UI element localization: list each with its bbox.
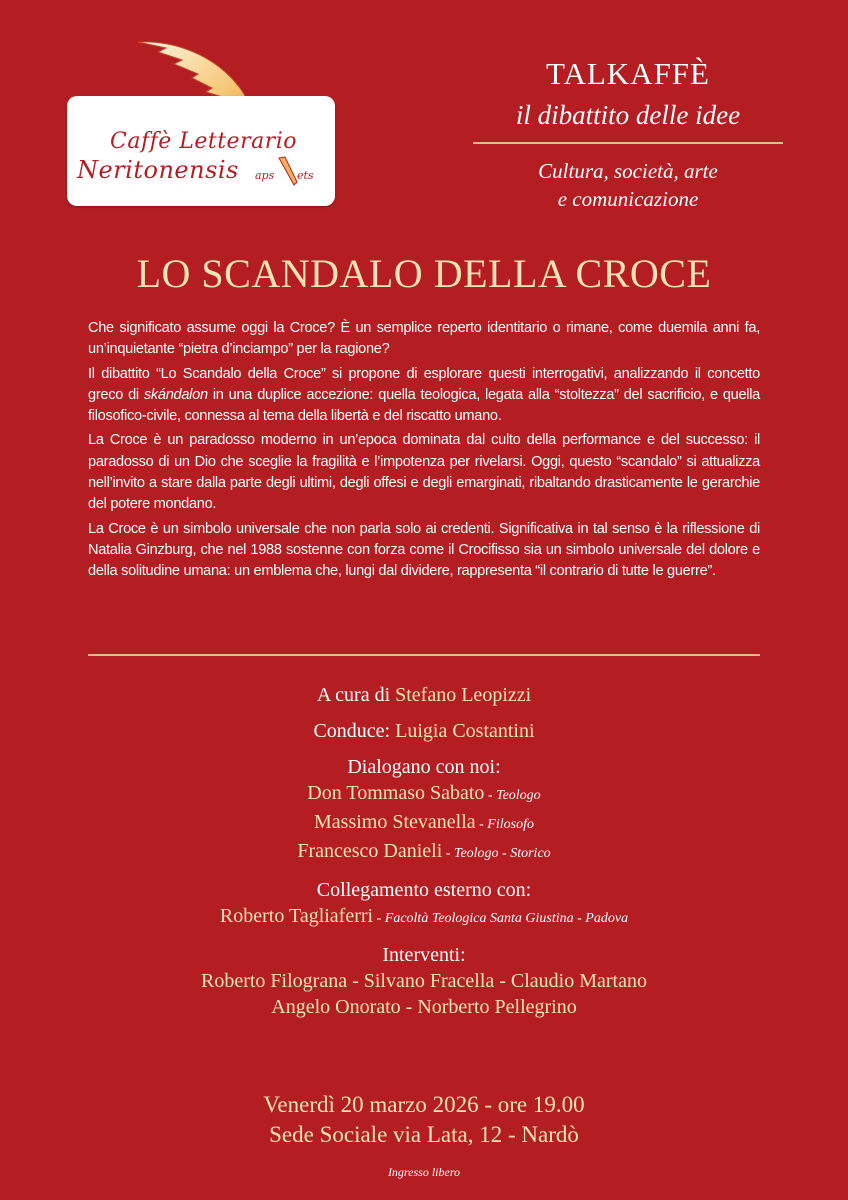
series-tagline xyxy=(470,157,786,213)
curator-line xyxy=(0,682,848,708)
tagline-line2: e comunicazione xyxy=(557,187,699,211)
event-datetime: Venerdì 20 marzo 2026 - ore 19.00 xyxy=(263,1092,585,1117)
curator-label: A cura di xyxy=(316,684,396,706)
curator-name: Stefano Leopizzi xyxy=(395,684,532,706)
speaker-name: Francesco Danieli xyxy=(297,840,443,862)
interventions-line-2: Angelo Onorato - Norberto Pellegrino xyxy=(271,996,577,1018)
header-divider xyxy=(473,142,783,144)
host-name: Luigia Costantini xyxy=(395,720,535,742)
logo-text-line1: Caffè Letterario xyxy=(110,129,298,154)
logo-aps: aps xyxy=(255,169,275,182)
mini-quill-icon xyxy=(277,156,299,186)
credits xyxy=(0,682,848,1020)
host-label: Conduce: xyxy=(313,720,396,742)
tagline-line1: Cultura, società, arte xyxy=(538,159,718,183)
interventions-heading: Interventi: xyxy=(382,944,466,966)
description-paragraph-2 xyxy=(88,364,760,428)
event-title: LO SCANDALO DELLA CROCE xyxy=(136,251,712,296)
description-paragraph-3: La Croce è un paradosso moderno in un’epoca dominata dal culto della performance e del successo: il paradosso di un Dio che sceglie la fragilità e l’impotenza per rivelarsi. Oggi, questo “scandalo” si attualizza nell’invito a stare dalla parte degli ultimi, degli offesi e degli emarginati, ribaltando drasticamente le gerarchie del potere mondano. xyxy=(88,432,760,513)
event-description xyxy=(88,318,760,586)
event-info xyxy=(0,1090,848,1150)
interventions-line-1: Roberto Filograna - Silvano Fracella - Claudio Martano xyxy=(200,970,647,992)
p2-text-end: in una duplice accezione: quella teologica, legata alla “stoltezza” del sacrificio, e quella filosofico-civile, connessa al tema della libertà e del riscatto umano. xyxy=(88,386,761,425)
logo-ets: ets xyxy=(297,169,314,182)
speaker-role: - Teologo xyxy=(484,788,541,803)
description-paragraph-4: La Croce è un simbolo universale che non parla solo ai credenti. Significativa in tal senso è la riflessione di Natalia Ginzburg, che nel 1988 sostenne con forza come il Crocifisso sia un simbolo universale del dolore e della solitudine umana: un emblema che, lungi dal dividere, rappresenta “il contrario di tutte le guerre”. xyxy=(88,520,760,580)
speaker-role: - Teologo - Storico xyxy=(442,846,551,861)
p2-text-start: Il dibattito “Lo Scandalo della Croce” si propone di esplorare questi interrogativi, analizzando il concetto greco di xyxy=(88,365,760,403)
dialogue-heading: Dialogano con noi: xyxy=(347,756,501,778)
series-subtitle: il dibattito delle idee xyxy=(515,100,741,130)
logo-card xyxy=(67,96,335,206)
remote-heading: Collegamento esterno con: xyxy=(316,879,532,901)
entry-note: Ingresso libero xyxy=(387,1165,461,1179)
speaker-item xyxy=(0,838,848,867)
speaker-name: Massimo Stevanella xyxy=(314,811,476,833)
logo-text-line2: Neritonensis xyxy=(77,156,239,184)
series-title: TALKAFFÈ xyxy=(546,56,710,91)
speaker-role: - Filosofo xyxy=(475,817,534,832)
speaker-item xyxy=(0,809,848,838)
remote-speaker-name: Roberto Tagliaferri xyxy=(219,905,374,927)
speaker-item xyxy=(0,780,848,809)
remote-speaker xyxy=(0,903,848,932)
remote-speaker-role: - Facoltà Teologica Santa Giustina - Padova xyxy=(373,911,629,926)
event-venue: Sede Sociale via Lata, 12 - Nardò xyxy=(269,1122,579,1147)
section-divider xyxy=(88,654,760,656)
speaker-name: Don Tommaso Sabato xyxy=(307,782,485,804)
description-paragraph-1: Che significato assume oggi la Croce? È un semplice reperto identitario o rimane, come duemila anni fa, un’inquietante “pietra d’inciampo” per la ragione? xyxy=(88,320,760,358)
p2-emphasis: skándalon xyxy=(143,386,208,403)
host-line xyxy=(0,718,848,744)
